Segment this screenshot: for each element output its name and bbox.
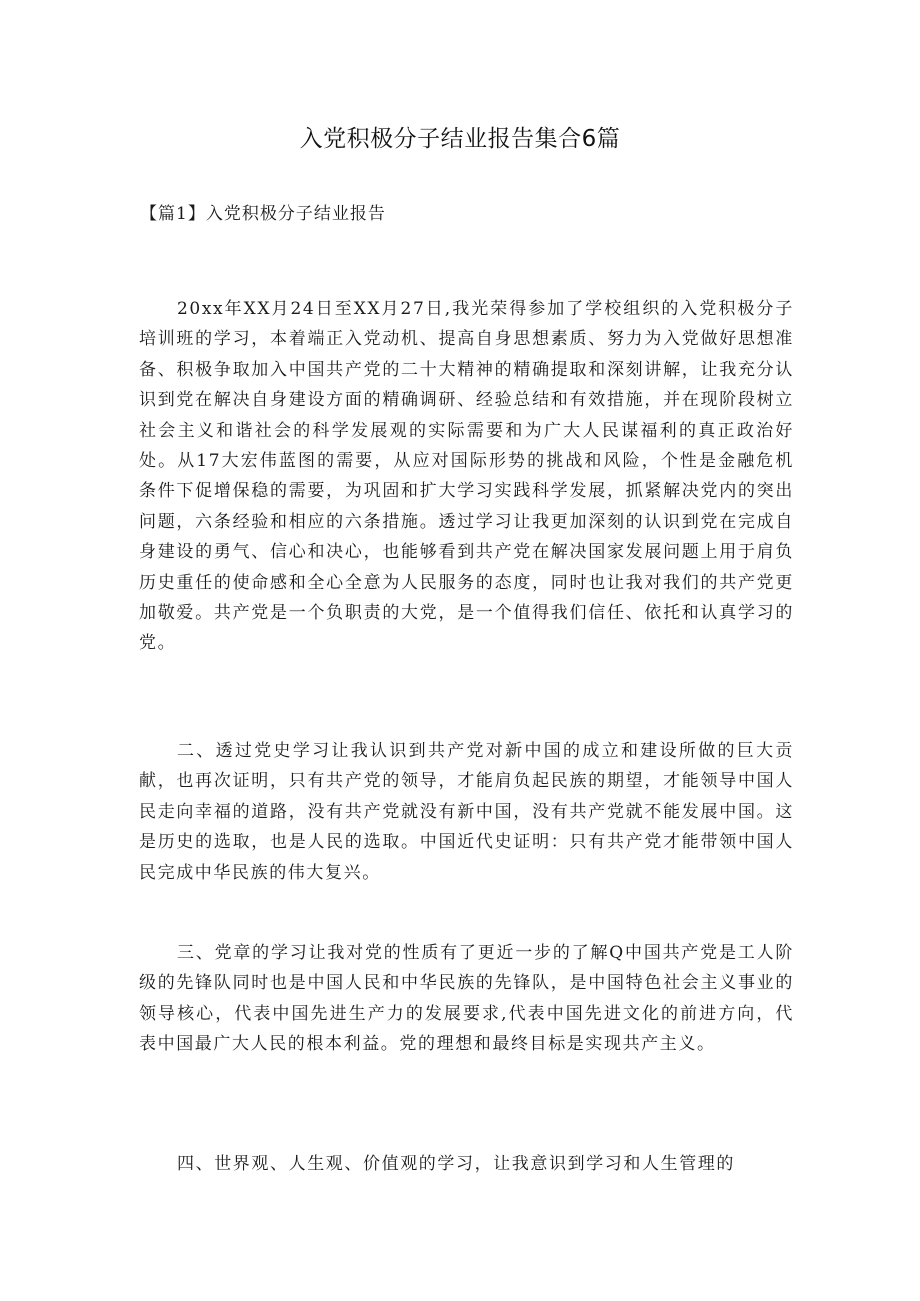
section-heading: 【篇1】入党积极分子结业报告 — [140, 204, 386, 224]
paragraph-1: 20xx年XX月24日至XX月27日,我光荣得参加了学校组织的入党积极分子培训班的学习，本着端正入党动机、提高自身思想素质、努力为入党做好思想准备、积极争取加入中国共产党的二十大精神的精确提取和深刻讲解，让我充分认识到党在解决自身建设方面的精确调研、经验总结和有效措施，并在现阶段树立社会主义和谐社会的科学发展观的实际需要和为广大人民谋福利的真正政治好处。从17大宏伟蓝图的需要，从应对国际形势的挑战和风险，个性是金融危机条件下促增保稳的需要，为巩固和扩大学习实践科学发展，抓紧解决党内的突出问题，六条经验和相应的六条措施。透过学习让我更加深刻的认识到党在完成自身建设的勇气、信心和决心，也能够看到共产党在解决国家发展问题上用于肩负历史重任的使命感和全心全意为人民服务的态度，同时也让我对我们的共产党更加敬爱。共产党是一个负职责的大党，是一个值得我们信任、依托和认真学习的党。 — [139, 299, 794, 654]
paragraph-4: 四、世界观、人生观、价值观的学习，让我意识到学习和人生管理的 — [177, 1154, 735, 1174]
paragraph-2: 二、透过党史学习让我认识到共产党对新中国的成立和建设所做的巨大贡献，也再次证明，只有共产党的领导，才能肩负起民族的期望，才能领导中国人民走向幸福的道路，没有共产党就没有新中国，没有共产党就不能发展中国。这是历史的选取，也是人民的选取。中国近代史证明：只有共产党才能带领中国人民完成中华民族的伟大复兴。 — [139, 741, 794, 883]
document-title: 入党积极分子结业报告集合6篇 — [299, 126, 621, 152]
paragraph-3: 三、党章的学习让我对党的性质有了更近一步的了解Q中国共产党是工人阶级的先锋队同时也是中国人民和中华民族的先锋队，是中国特色社会主义事业的领导核心，代表中国先进生产力的发展要求,代表中国先进文化的前进方向，代表中国最广大人民的根本利益。党的理想和最终目标是实现共产主义。 — [139, 943, 794, 1055]
